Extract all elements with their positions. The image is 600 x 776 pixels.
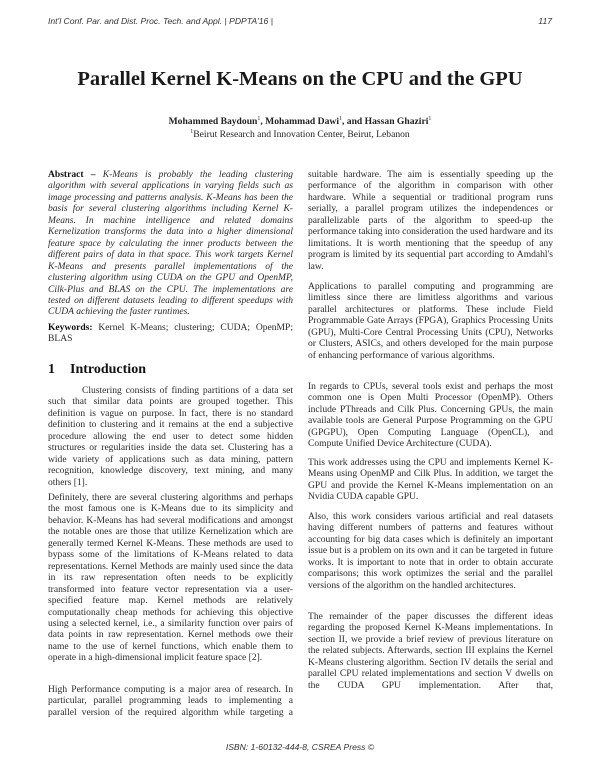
keywords-text: Kernel K-Means; clustering; CUDA; OpenMP; BLAS: [48, 322, 293, 345]
body-paragraph: suitable hardware. The aim is essentially speeding up the performance of the algorithm in comparison with other hardware. While a sequential or traditional program runs serially, a parallel program utilizes the independences or parallelizable parts of the algorithm to speed-up the performance taking into consideration the used hardware and its limitations. It is worth mentioning that the speedup of any program is limited by its sequential part according to Amdahl's law.: [308, 169, 553, 272]
affiliation: [0, 129, 600, 140]
body-paragraph: Clustering consists of finding partitions of a data set such that similar data points are grouped together. This definition is vague on purpose. In fact, there is no standard definition to clustering and it remains at the end a subjective procedure allowing the end user to detect some hidden structures or regularities inside the data set. Clustering has a wide variety of applications such as data mining, pattern recognition, knowledge discovery, text mining, and many others [1].: [48, 385, 293, 488]
section-title: Introduction: [70, 362, 146, 377]
author-sep: , and: [342, 116, 365, 127]
running-header: Int'l Conf. Par. and Dist. Proc. Tech. and Appl. | PDPTA'16 |: [48, 16, 273, 26]
body-paragraph: High Performance computing is a major area of research. In particular, parallel programming leads to implementing a parallel version of the required algorithm while targeting a: [48, 684, 293, 718]
abstract-label: Abstract: [48, 169, 84, 180]
body-paragraph: The remainder of the paper discusses the different ideas regarding the proposed Kernel K-Means implementations. In section II, we provide a brief review of previous literature on the related subjects. Afterwards, section III explains the Kernel K-Means clustering algorithm. Section IV details the serial and parallel CPU related implementations and section V dwells on the CUDA GPU implementation. After that,: [308, 611, 553, 691]
page-number: 117: [538, 16, 552, 26]
author-name: Hassan Ghaziri: [364, 116, 429, 127]
author-affil-mark: 1: [339, 116, 342, 122]
section-number: 1: [48, 362, 55, 377]
author-affil-mark: 1: [428, 116, 432, 122]
abstract-text: K-Means is probably the leading clustering algorithm with several applications in varying fields such as image processing and patterns analysis. K-Means has been the basis for several clustering algorithms including Kernel K-Means. In machine intelligence and related domains Kernelization transforms the data into a higher dimensional feature space by calculating the inner products between the different pairs of data in that space. This work targets Kernel K-Means and presents parallel implementations of the clustering algorithm using CUDA on the GPU and OpenMP, Cilk-Plus and BLAS on the CPU. The implementations are tested on different datasets leading to different speedups with CUDA achieving the faster runtimes.: [48, 169, 293, 318]
body-paragraph: Also, this work considers various artificial and real datasets having different numbers of patterns and features without accounting for big data cases which is definitely an important issue but is a problem on its own and it can be targeted in future works. It is important to note that in order to obtain accurate comparisons; this work optimizes the serial and the parallel versions of the algorithm on the handled architectures.: [308, 511, 553, 591]
keywords-label: Keywords:: [48, 322, 93, 333]
page-footer: ISBN: 1-60132-444-8, CSREA Press ©: [225, 742, 375, 752]
body-paragraph: Definitely, there are several clustering algorithms and perhaps the most famous one is K-Means due to its simplicity and behavior. K-Means has had several modifications and amongst the notable ones are those that utilize Kernelization which are generally termed Kernel K-Means. These methods are used to bypass some of the limitations of K-Means related to data representations. Kernel Methods are mainly used since the data in its raw representation often needs to be explicitly transformed into feature vector representation via a user-specified feature map. Kernel methods are relatively computationally cheap methods for achieving this objective using a selected kernel, i.e., a similarity function over pairs of data points in raw representation. Kernel methods owe their name to the use of kernel functions, which enable them to operate in a high-dimensional implicit feature space [2].: [48, 492, 293, 664]
author-sep: ,: [260, 116, 266, 127]
body-paragraph: This work addresses using the CPU and implements Kernel K-Means using OpenMP and Cilk Plus. In addition, we target the GPU and provide the Kernel K-Means implementation on an Nvidia CUDA capable GPU.: [308, 457, 553, 503]
body-paragraph: Applications to parallel computing and programming are limitless since there are limitless algorithms and various parallel architectures or platforms. These include Field Programmable Gate Arrays (FPGA), Graphics Processing Units (GPU), Multi-Core Central Processing Units (CPU), Networks or Clusters, ASICs, and others developed for the main purpose of enhancing performance of various algorithms.: [308, 281, 553, 361]
abstract-dash: –: [83, 169, 103, 180]
affiliation-text: Beirut Research and Innovation Center, Beirut, Lebanon: [193, 129, 410, 140]
body-paragraph: In regards to CPUs, several tools exist and perhaps the most common one is Open Multi Processor (OpenMP). Others include PThreads and Cilk Plus. Concerning GPUs, the main available tools are General Purpose Programming on the GPU (GPGPU), Open Computing Language (OpenCL), and Compute Unified Device Architecture (CUDA).: [308, 381, 553, 450]
author-list: [0, 116, 600, 127]
author-name: Mohammed Baydoun: [168, 116, 258, 127]
abstract: [48, 169, 293, 318]
keywords: [48, 322, 293, 345]
author-affil-mark: 1: [257, 116, 261, 122]
author-name: Mohammad Dawi: [265, 116, 339, 127]
section-heading: [48, 362, 146, 378]
paper-title: Parallel Kernel K-Means on the CPU and the GPU: [77, 68, 523, 90]
affil-mark: 1: [190, 129, 194, 135]
